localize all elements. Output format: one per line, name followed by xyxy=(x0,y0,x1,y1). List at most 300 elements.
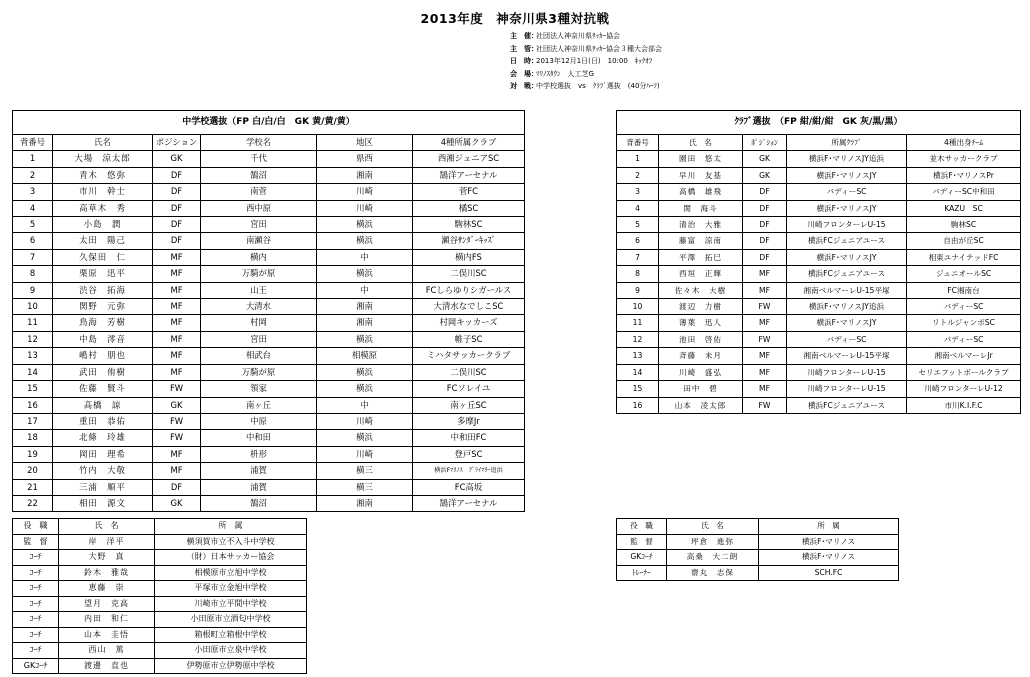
table-cell: 8 xyxy=(13,266,53,282)
table-cell: 西湘ジュニアSC xyxy=(413,151,525,167)
table-cell: FCソレイユ xyxy=(413,381,525,397)
table-cell: 7 xyxy=(617,249,659,265)
table-cell: 6 xyxy=(617,233,659,249)
table-cell: 鵠沼 xyxy=(201,167,317,183)
table-cell: ミハタサッカークラブ xyxy=(413,348,525,364)
table-cell: 青木 悠弥 xyxy=(53,167,153,183)
column-header: 氏 名 xyxy=(59,519,155,535)
table-row xyxy=(617,397,1021,413)
table-cell: MF xyxy=(743,315,787,331)
table-cell: ｺｰﾁ xyxy=(13,643,59,659)
table-cell: GKｺｰﾁ xyxy=(13,658,59,674)
table-cell: 万騎が原 xyxy=(201,266,317,282)
table-cell: 3 xyxy=(617,184,659,200)
table-row xyxy=(13,217,525,233)
table-cell: DF xyxy=(153,233,201,249)
table-cell: 山本 凌太郎 xyxy=(659,397,743,413)
table-cell: 川崎 xyxy=(317,413,413,429)
table-cell: FW xyxy=(743,397,787,413)
table-cell: MF xyxy=(153,266,201,282)
table-cell: 5 xyxy=(617,217,659,233)
table-cell: 13 xyxy=(617,348,659,364)
table-cell: （財）日本サッカー協会 xyxy=(155,550,307,566)
table-cell: MF xyxy=(743,348,787,364)
table-cell: 中 xyxy=(317,397,413,413)
table-cell: 小田原市立泉中学校 xyxy=(155,643,307,659)
info-value: 社団法人神奈川県ｻｯｶｰ協会 xyxy=(536,32,620,40)
table-row xyxy=(13,463,525,479)
table-cell: MF xyxy=(153,348,201,364)
table-cell: 南ヶ丘 xyxy=(201,397,317,413)
table-cell: 12 xyxy=(617,331,659,347)
club-selection-table xyxy=(616,110,1021,414)
table-cell: 横浜F･マリノス xyxy=(759,550,899,566)
table-cell: 高橋 雄飛 xyxy=(659,184,743,200)
table-cell: DF xyxy=(743,233,787,249)
column-header: 氏名 xyxy=(53,135,153,151)
table-row xyxy=(617,381,1021,397)
table-cell: 箱根町立箱根中学校 xyxy=(155,627,307,643)
table-cell: 横浜FCジュニアユース xyxy=(787,397,907,413)
table-cell: 平澤 拓巳 xyxy=(659,249,743,265)
column-header: 所属ｸﾗﾌﾞ xyxy=(787,135,907,151)
table-cell: 11 xyxy=(13,315,53,331)
table-cell: MF xyxy=(743,364,787,380)
table-cell: 4 xyxy=(617,200,659,216)
table-cell: MF xyxy=(153,249,201,265)
table-cell: 横浜F･マリノスJY xyxy=(787,167,907,183)
table-cell: 佐藤 賢斗 xyxy=(53,381,153,397)
table-row xyxy=(13,446,525,462)
table-cell: 12 xyxy=(13,331,53,347)
table-cell: 鳥海 芳樹 xyxy=(53,315,153,331)
table-cell: 大野 真 xyxy=(59,550,155,566)
table-cell: 岸 洋平 xyxy=(59,534,155,550)
table-cell: 市川 幹士 xyxy=(53,184,153,200)
table-row xyxy=(13,612,307,628)
table-cell: 横浜 xyxy=(317,266,413,282)
table-row xyxy=(617,348,1021,364)
table-row xyxy=(617,315,1021,331)
table-cell: 5 xyxy=(13,217,53,233)
table-row xyxy=(13,233,525,249)
table-cell: 中島 澪音 xyxy=(53,331,153,347)
column-header: 4種出身ﾁｰﾑ xyxy=(907,135,1021,151)
table-cell: 渡辺 力樹 xyxy=(659,299,743,315)
table-cell: 11 xyxy=(617,315,659,331)
info-value: 社団法人神奈川県ｻｯｶｰ協会３種大会部会 xyxy=(536,44,662,53)
table-cell: 関野 元弥 xyxy=(53,299,153,315)
table-cell: 坪倉 進弥 xyxy=(667,534,759,550)
table-cell: DF xyxy=(743,249,787,265)
table-row xyxy=(13,430,525,446)
table-cell: 三浦 順平 xyxy=(53,479,153,495)
table-cell: GK xyxy=(153,151,201,167)
table-cell: 湘南 xyxy=(317,315,413,331)
table-row xyxy=(617,331,1021,347)
info-row xyxy=(510,30,662,43)
table-cell: 横浜 xyxy=(317,364,413,380)
table-row xyxy=(13,200,525,216)
table-cell: セリエフットボールクラブ xyxy=(907,364,1021,380)
table-cell: 横浜FCジュニアユース xyxy=(787,233,907,249)
table-row xyxy=(617,151,1021,167)
table-cell: 湘南 xyxy=(317,167,413,183)
table-cell: 駒林SC xyxy=(907,217,1021,233)
table-caption: 中学校選抜（FP 白/白/白 GK 黄/黄/黄） xyxy=(13,111,525,135)
info-row xyxy=(510,68,662,81)
column-header: ﾎﾟｼﾞｼｮﾝ xyxy=(743,135,787,151)
table-cell: ｺｰﾁ xyxy=(13,581,59,597)
table-cell: 横三 xyxy=(317,463,413,479)
table-cell: 1 xyxy=(13,151,53,167)
table-cell: 駒林SC xyxy=(413,217,525,233)
table-cell: 武田 侑樹 xyxy=(53,364,153,380)
info-key: 日 時： xyxy=(510,57,538,66)
table-cell: DF xyxy=(153,167,201,183)
table-cell: SCH.FC xyxy=(759,565,899,581)
table-row xyxy=(13,534,307,550)
table-cell: 浦賀 xyxy=(201,479,317,495)
table-cell: 7 xyxy=(13,249,53,265)
table-cell: DF xyxy=(153,217,201,233)
table-cell: 中和田FC xyxy=(413,430,525,446)
table-row xyxy=(13,643,307,659)
table-row xyxy=(13,658,307,674)
table-cell: 小島 潤 xyxy=(53,217,153,233)
table-cell: KAZU SC xyxy=(907,200,1021,216)
table-cell: 北條 玲雄 xyxy=(53,430,153,446)
table-cell: 南ヶ丘SC xyxy=(413,397,525,413)
table-cell: 横浜F･マリノスJY xyxy=(787,315,907,331)
table-cell: 湘南ベルマーレU-15平塚 xyxy=(787,282,907,298)
table-cell: 二俣川SC xyxy=(413,364,525,380)
table-cell: ｺｰﾁ xyxy=(13,627,59,643)
table-cell: 中原 xyxy=(201,413,317,429)
info-key: 主 管： xyxy=(510,44,538,53)
table-row xyxy=(617,249,1021,265)
table-cell: 相武台 xyxy=(201,348,317,364)
column-header: 学校名 xyxy=(201,135,317,151)
table-cell: 15 xyxy=(617,381,659,397)
table-cell: MF xyxy=(153,463,201,479)
table-cell: DF xyxy=(153,479,201,495)
table-row xyxy=(13,331,525,347)
table-row xyxy=(617,534,899,550)
table-cell: 横内FS xyxy=(413,249,525,265)
table-row xyxy=(13,565,307,581)
table-cell: 16 xyxy=(617,397,659,413)
page-title: 2013年度 神奈川県3種対抗戦 xyxy=(420,11,610,26)
table-cell: 渡邊 直也 xyxy=(59,658,155,674)
table-cell: MF xyxy=(153,315,201,331)
table-cell: 2 xyxy=(13,167,53,183)
table-cell: 南瀬谷 xyxy=(201,233,317,249)
table-cell: 西山 篤 xyxy=(59,643,155,659)
table-row xyxy=(13,348,525,364)
table-cell: バディーSC xyxy=(907,331,1021,347)
column-header: 役 職 xyxy=(617,519,667,535)
table-cell: 自由が丘SC xyxy=(907,233,1021,249)
info-key: 主 催： xyxy=(510,32,538,40)
table-cell: 横浜F･マリノスJY xyxy=(787,249,907,265)
table-cell: 瀬谷ｻﾝﾀﾞｰｷｯｽﾞ xyxy=(413,233,525,249)
table-cell: 西垣 正輝 xyxy=(659,266,743,282)
table-cell: ジュニオールSC xyxy=(907,266,1021,282)
table-cell: バディーSC xyxy=(787,331,907,347)
table-cell: 湘南ベルマーレJr xyxy=(907,348,1021,364)
table-row xyxy=(617,299,1021,315)
table-cell: 県西 xyxy=(317,151,413,167)
table-row xyxy=(617,167,1021,183)
table-cell: 横浜 xyxy=(317,331,413,347)
table-cell: ﾄﾚｰﾅｰ xyxy=(617,565,667,581)
table-cell: 西中原 xyxy=(201,200,317,216)
table-cell: 並木サッカークラブ xyxy=(907,151,1021,167)
table-cell: FW xyxy=(153,381,201,397)
column-header: ポジション xyxy=(153,135,201,151)
table-cell: 大清水 xyxy=(201,299,317,315)
column-header: 所 属 xyxy=(759,519,899,535)
table-cell: リトルジャンボSC xyxy=(907,315,1021,331)
table-row xyxy=(617,233,1021,249)
header-row xyxy=(13,135,525,151)
table-cell: 湘南ベルマーレU-15平塚 xyxy=(787,348,907,364)
table-cell: 望月 克高 xyxy=(59,596,155,612)
table-cell: 関 海斗 xyxy=(659,200,743,216)
table-cell: 横浜 xyxy=(317,430,413,446)
table-row xyxy=(13,315,525,331)
table-cell: 9 xyxy=(13,282,53,298)
table-cell: MF xyxy=(153,282,201,298)
table-cell: 横浜 xyxy=(317,233,413,249)
table-cell: 鵠洋アーセナル xyxy=(413,495,525,511)
table-cell: 相模原 xyxy=(317,348,413,364)
table-row xyxy=(13,627,307,643)
table-cell: 19 xyxy=(13,446,53,462)
table-row xyxy=(617,266,1021,282)
table-cell: ｺｰﾁ xyxy=(13,612,59,628)
table-row xyxy=(13,397,525,413)
table-cell: GK xyxy=(743,151,787,167)
table-cell: GK xyxy=(153,397,201,413)
table-cell: 清治 大雅 xyxy=(659,217,743,233)
table-cell: 高草木 秀 xyxy=(53,200,153,216)
table-cell: 10 xyxy=(13,299,53,315)
table-cell: 二俣川SC xyxy=(413,266,525,282)
table-row xyxy=(13,299,525,315)
column-header: 氏 名 xyxy=(667,519,759,535)
table-cell: 万騎が原 xyxy=(201,364,317,380)
column-header: 4種所属クラブ xyxy=(413,135,525,151)
table-cell: 監 督 xyxy=(617,534,667,550)
table-cell: 4 xyxy=(13,200,53,216)
table-cell: 横浜F･マリノスJY追浜 xyxy=(787,151,907,167)
table-cell: DF xyxy=(743,217,787,233)
club-staff-table xyxy=(616,518,899,581)
table-row xyxy=(617,184,1021,200)
table-cell: 領家 xyxy=(201,381,317,397)
table-cell: 鈴木 雅哉 xyxy=(59,565,155,581)
table-cell: 太田 陽己 xyxy=(53,233,153,249)
column-header: 背番号 xyxy=(617,135,659,151)
table-cell: 平塚市立金旭中学校 xyxy=(155,581,307,597)
table-cell: 高桑 大二朗 xyxy=(667,550,759,566)
table-cell: 山本 圭悟 xyxy=(59,627,155,643)
table-cell: MF xyxy=(153,446,201,462)
table-cell: 13 xyxy=(13,348,53,364)
table-row xyxy=(13,282,525,298)
table-cell: FW xyxy=(153,430,201,446)
table-cell: DF xyxy=(153,184,201,200)
table-row xyxy=(13,381,525,397)
table-cell: 斉藤 未月 xyxy=(659,348,743,364)
header-row xyxy=(617,519,899,535)
table-cell: 川崎フロンターレU-15 xyxy=(787,217,907,233)
table-cell: 川崎 xyxy=(317,200,413,216)
table-cell: 村岡 xyxy=(201,315,317,331)
info-key: 対 戦： xyxy=(510,82,538,91)
table-cell: 9 xyxy=(617,282,659,298)
table-cell: MF xyxy=(743,381,787,397)
table-cell: MF xyxy=(153,299,201,315)
table-cell: MF xyxy=(153,331,201,347)
info-row xyxy=(510,43,662,56)
table-cell: 横浜F･マリノスJY追浜 xyxy=(787,299,907,315)
table-row xyxy=(13,151,525,167)
table-cell: 園田 悠太 xyxy=(659,151,743,167)
table-cell: 千代 xyxy=(201,151,317,167)
table-cell: 相模原市立旭中学校 xyxy=(155,565,307,581)
table-row xyxy=(617,217,1021,233)
column-header: 地区 xyxy=(317,135,413,151)
table-row xyxy=(13,249,525,265)
table-cell: 大清水なでしこSC xyxy=(413,299,525,315)
table-cell: 6 xyxy=(13,233,53,249)
table-row xyxy=(13,266,525,282)
table-row xyxy=(13,550,307,566)
table-cell: 18 xyxy=(13,430,53,446)
table-cell: 中和田 xyxy=(201,430,317,446)
table-row xyxy=(13,413,525,429)
table-cell: 21 xyxy=(13,479,53,495)
table-cell: ｺｰﾁ xyxy=(13,550,59,566)
table-cell: 川崎 xyxy=(317,446,413,462)
table-cell: 横浜 xyxy=(317,217,413,233)
event-info xyxy=(510,30,662,93)
table-cell: バディーSC中和田 xyxy=(907,184,1021,200)
table-cell: 渋谷 拓海 xyxy=(53,282,153,298)
table-cell: 1 xyxy=(617,151,659,167)
info-row xyxy=(510,80,662,93)
column-header: 所 属 xyxy=(155,519,307,535)
table-cell: 栗原 迅平 xyxy=(53,266,153,282)
table-cell: 17 xyxy=(13,413,53,429)
table-cell: 帷子SC xyxy=(413,331,525,347)
table-cell: 大場 涼太郎 xyxy=(53,151,153,167)
table-cell: 久保田 仁 xyxy=(53,249,153,265)
table-caption: ｸﾗﾌﾞ選抜 （FP 紺/紺/紺 GK 灰/黒/黒） xyxy=(617,111,1021,135)
table-cell: 15 xyxy=(13,381,53,397)
table-cell: FW xyxy=(153,413,201,429)
table-cell: 川崎フロンターレU-15 xyxy=(787,364,907,380)
table-cell: FW xyxy=(743,299,787,315)
table-cell: 高橋 諒 xyxy=(53,397,153,413)
table-row xyxy=(13,581,307,597)
table-cell: 山王 xyxy=(201,282,317,298)
table-cell: 重田 恭佑 xyxy=(53,413,153,429)
table-row xyxy=(617,565,899,581)
table-cell: FW xyxy=(743,331,787,347)
header-row xyxy=(13,519,307,535)
table-cell: 藤富 涼南 xyxy=(659,233,743,249)
table-cell: 中 xyxy=(317,282,413,298)
table-cell: GK xyxy=(743,167,787,183)
table-cell: GKｺｰﾁ xyxy=(617,550,667,566)
table-cell: 川崎市立平間中学校 xyxy=(155,596,307,612)
table-cell: 横浜FCジュニアユース xyxy=(787,266,907,282)
table-cell: 中 xyxy=(317,249,413,265)
table-cell: 相田 源文 xyxy=(53,495,153,511)
table-cell: 横三 xyxy=(317,479,413,495)
table-cell: 村岡キッカーズ xyxy=(413,315,525,331)
caption-row xyxy=(13,111,525,135)
table-cell: 小田原市立酒匂中学校 xyxy=(155,612,307,628)
table-cell: 川崎 xyxy=(317,184,413,200)
table-cell: 16 xyxy=(13,397,53,413)
table-row xyxy=(617,200,1021,216)
table-cell: 薄葉 迅人 xyxy=(659,315,743,331)
table-cell: 20 xyxy=(13,463,53,479)
table-cell: 横浜F･マリノスJY xyxy=(787,200,907,216)
table-row xyxy=(13,184,525,200)
table-cell: 10 xyxy=(617,299,659,315)
table-cell: 南菅 xyxy=(201,184,317,200)
table-cell: MF xyxy=(153,364,201,380)
table-cell: 市川K.I.F.C xyxy=(907,397,1021,413)
table-cell: バディーSC xyxy=(907,299,1021,315)
table-cell: 横浜F･マリノス xyxy=(759,534,899,550)
table-cell: 監 督 xyxy=(13,534,59,550)
table-cell: ｺｰﾁ xyxy=(13,565,59,581)
table-cell: 2 xyxy=(617,167,659,183)
table-cell: 登戸SC xyxy=(413,446,525,462)
table-cell: 鵠沼 xyxy=(201,495,317,511)
table-cell: 川崎フロンターレU-15 xyxy=(787,381,907,397)
table-cell: 浦賀 xyxy=(201,463,317,479)
table-row xyxy=(13,479,525,495)
table-cell: 恵藤 崇 xyxy=(59,581,155,597)
table-cell: 早川 友基 xyxy=(659,167,743,183)
table-cell: 岡田 理希 xyxy=(53,446,153,462)
table-cell: 川崎フロンターレU-12 xyxy=(907,381,1021,397)
table-cell: 湘南 xyxy=(317,495,413,511)
table-row xyxy=(617,364,1021,380)
table-cell: FC湘南台 xyxy=(907,282,1021,298)
table-cell: 池田 啓佑 xyxy=(659,331,743,347)
table-cell: 宮田 xyxy=(201,331,317,347)
table-cell: 横浜F･マリノスPr xyxy=(907,167,1021,183)
table-cell: 3 xyxy=(13,184,53,200)
table-cell: 内田 和仁 xyxy=(59,612,155,628)
table-cell: GK xyxy=(153,495,201,511)
table-cell: 14 xyxy=(617,364,659,380)
info-value: 2013年12月1日(日) 10:00 ｷｯｸｵﾌ xyxy=(536,57,653,66)
table-cell: 湘南 xyxy=(317,299,413,315)
table-cell: DF xyxy=(743,184,787,200)
table-cell: DF xyxy=(153,200,201,216)
table-cell: 横須賀市立不入斗中学校 xyxy=(155,534,307,550)
